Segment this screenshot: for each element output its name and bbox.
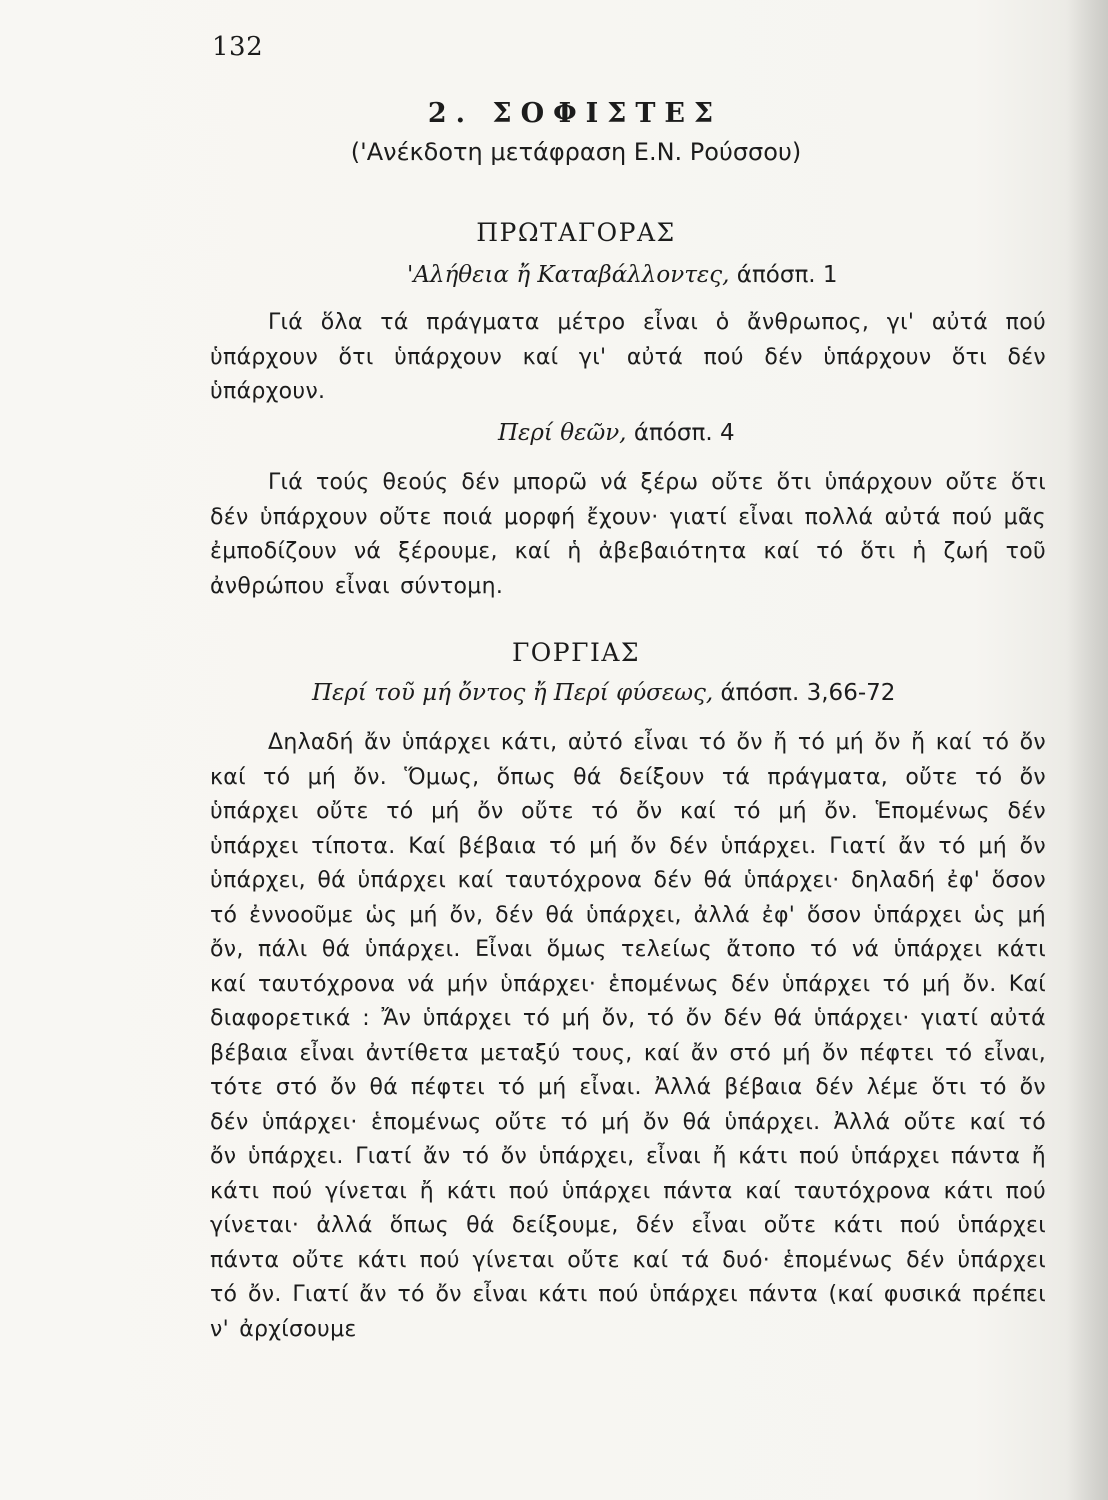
author-heading-gorgias: ΓΟΡΓΙΑΣ [511, 638, 641, 667]
fragment-text-3: Δηλαδή ἄν ὑπάρχει κάτι, αὐτό εἶναι τό ὄν ἤ τό μή ὄν ἤ καί τό ὄν καί τό μή ὄν. Ὅμως, ὅπως θά δείξουν τά πράγματα, οὔτε τό ὄν ὑπάρχει οὔτε τό μή ὄν οὔτε τό ὄν καί τό μή ὄν. Ἑπομένως δέν ὑπάρχει τίποτα. Καί βέβαια τό μή ὄν δέν ὑπάρχει. Γιατί ἄν τό μή ὄν ὑπάρχει, θά ὑπάρχει καί ταυτόχρονα δέν θά ὑπάρχει· δηλαδή ἐφ' ὅσον τό ἐννοοῦμε ὡς μή ὄν, δέν θά ὑπάρχει, ἀλλά ἐφ' ὅσον ὑπάρχει ὡς μή ὄν, πάλι θά ὑπάρχει. Εἶναι ὅμως τελείως ἄτοπο τό νά ὑπάρχει κάτι καί ταυτόχρονα νά μήν ὑπάρχει· ἑπομένως δέν ὑπάρχει τό μή ὄν. Καί διαφορετικά : Ἄν ὑπάρχει τό μή ὄν, τό ὄν δέν θά ὑπάρχει· γιατί αὐτά βέβαια εἶναι ἀντίθετα μεταξύ τους, καί ἄν στό μή ὄν πέφτει τό εἶναι, τότε στό ὄν θά πέφτει τό μή εἶναι. Ἀλλά βέβαια δέν λέμε ὅτι τό ὄν δέν ὑπάρχει· ἑπομένως οὔτε τό μή ὄν θά ὑπάρχει. Ἀλλά οὔτε καί τό ὄν ὑπάρχει. Γιατί ἄν τό ὄν ὑπάρχει, εἶναι ἤ κάτι πού ὑπάρχει πάντα ἤ κάτι πού γίνεται ἤ κάτι πού ὑπάρχει πάντα καί ταυτόχρονα κάτι πού γίνεται· ἀλλά ὅπως θά δείξουμε, δέν εἶναι οὔτε κάτι πού ὑπάρχει πάντα οὔτε κάτι πού γίνεται οὔτε καί τά δυό· ἑπομένως δέν ὑπάρχει τό ὄν. Γιατί ἄν τό ὄν εἶναι κάτι πού ὑπάρχει πάντα (καί φυσικά πρέπει ν' ἀρχίσουμε [210, 730, 1046, 1342]
fragment-reference-2 [498, 420, 735, 446]
page-number: 132 [212, 32, 264, 62]
fragment-number: άπόσπ. 1 [736, 262, 838, 288]
fragment-number: άπόσπ. 3,66-72 [720, 680, 896, 706]
fragment-number: άπόσπ. 4 [633, 420, 735, 446]
chapter-subtitle: ('Ανέκδοτη μετάφραση Ε.Ν. Ρούσσου) [350, 138, 802, 166]
fragment-reference-3 [312, 680, 895, 706]
chapter-title: 2. ΣΟΦΙΣΤΕΣ [427, 98, 723, 129]
fragment-reference-1 [407, 262, 838, 288]
fragment-source: 'Αλήθεια ἤ Καταβάλλοντες, [407, 262, 730, 288]
fragment-source: Περί τοῦ μή ὄντος ἤ Περί φύσεως, [312, 680, 714, 706]
author-heading-protagoras: ΠΡΩΤΑΓΟΡΑΣ [476, 218, 676, 247]
fragment-text-2: Γιά τούς θεούς δέν μπορῶ νά ξέρω οὔτε ὅτι ὑπάρχουν οὔτε ὅτι δέν ὑπάρχουν οὔτε ποιά μορφή ἔχουν· γιατί εἶναι πολλά αὐτά πού μᾶς ἐμποδίζουν νά ξέρουμε, καί ἡ ἀβεβαιότητα καί τό ὅτι ἡ ζωή τοῦ ἀνθρώπου εἶναι σύντομη. [210, 470, 1046, 599]
fragment-source: Περί θεῶν, [498, 420, 627, 446]
fragment-text-1: Γιά ὅλα τά πράγματα μέτρο εἶναι ὁ ἄνθρωπος, γι' αὐτά πού ὑπάρχουν ὅτι ὑπάρχουν καί γι' αὐτά πού δέν ὑπάρχουν ὅτι δέν ὑπάρχουν. [210, 310, 1046, 404]
